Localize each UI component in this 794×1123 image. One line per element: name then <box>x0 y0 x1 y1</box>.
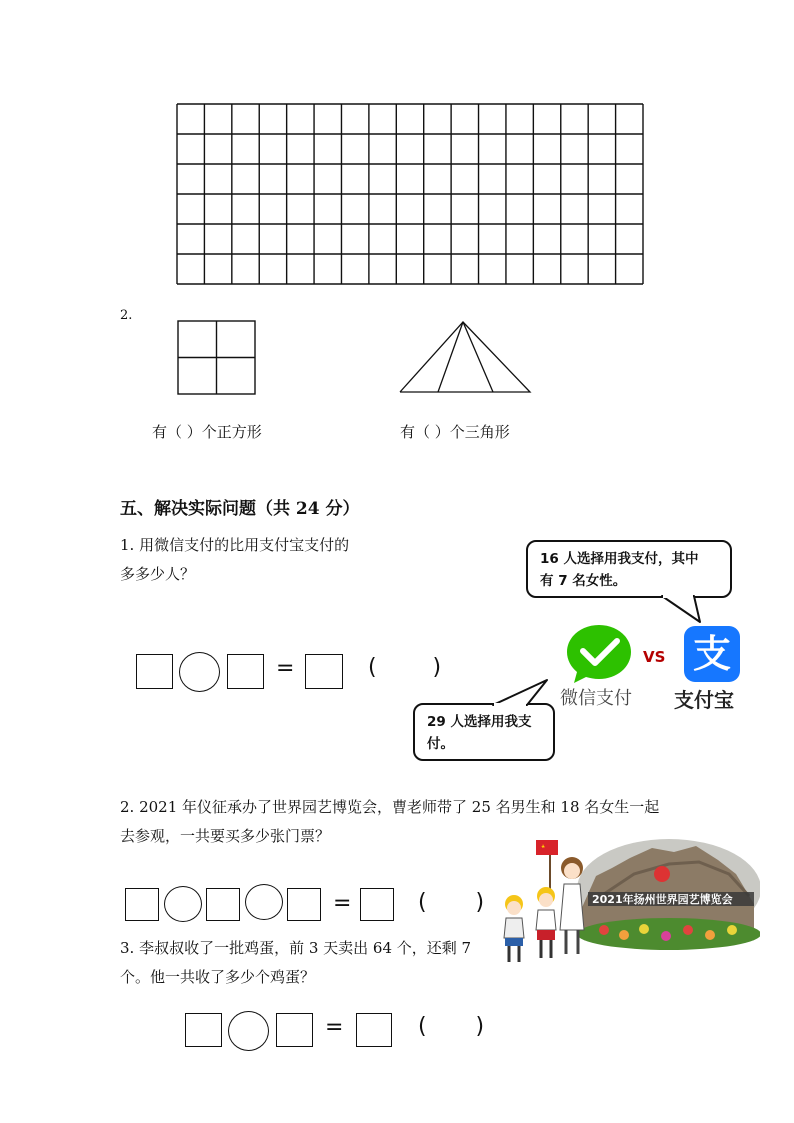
triangle-count-answer: 有（ ）个三角形 <box>400 423 510 441</box>
bubble-tail-top <box>660 595 710 625</box>
q2-text-line2: 去参观，一共要买多少张门票？ <box>120 827 331 845</box>
wechat-speech-bubble <box>413 703 555 761</box>
answer-box-2[interactable] <box>276 1013 313 1047</box>
equals-sign: = <box>333 891 352 916</box>
answer-box-1[interactable] <box>136 654 173 689</box>
unit-parentheses[interactable]: ( ) <box>418 890 485 915</box>
answer-box-3[interactable] <box>287 888 321 921</box>
horticulture-expo-illustration <box>484 834 760 968</box>
operator-circle[interactable] <box>228 1011 269 1051</box>
answer-box-1[interactable] <box>125 888 159 921</box>
q2-text-line1: 2. 2021 年仪征承办了世界园艺博览会，曹老师带了 25 名男生和 18 名女生一起 <box>120 798 660 816</box>
wechat-pay-icon <box>565 623 633 685</box>
question-number: 2. <box>120 308 133 323</box>
bubble-top-line2: 有 7 名女性。 <box>540 573 627 589</box>
square-count-answer: 有（ ）个正方形 <box>152 423 262 441</box>
unit-parentheses[interactable]: ( ) <box>418 1014 485 1039</box>
vs-label: VS <box>643 648 666 666</box>
operator-circle[interactable] <box>179 652 220 692</box>
answer-box-2[interactable] <box>206 888 240 921</box>
bubble-bottom-line1: 29 人选择用我支 <box>427 714 532 730</box>
drawing-grid <box>176 103 644 285</box>
answer-box-1[interactable] <box>185 1013 222 1047</box>
q1-text-line1: 1. 用微信支付的比用支付宝支付的 <box>120 536 350 554</box>
expo-banner-text: 2021年扬州世界园艺博览会 <box>592 893 733 906</box>
operator-circle-1[interactable] <box>164 886 202 922</box>
answer-box-result[interactable] <box>360 888 394 921</box>
answer-box-result[interactable] <box>305 654 343 689</box>
alipay-icon-char: 支 <box>692 632 731 676</box>
q1-text-line2: 多多少人？ <box>120 565 196 583</box>
answer-box-2[interactable] <box>227 654 264 689</box>
equals-sign: = <box>325 1015 344 1040</box>
q3-text-line2: 个。他一共收了多少个鸡蛋？ <box>120 968 316 986</box>
unit-parentheses[interactable]: ( ) <box>368 655 442 680</box>
alipay-label: 支付宝 <box>674 688 734 712</box>
bubble-top-line1: 16 人选择用我支付，其中 <box>540 551 699 567</box>
wechat-pay-label: 微信支付 <box>560 688 632 709</box>
bubble-tail-bottom <box>487 677 551 707</box>
answer-box-result[interactable] <box>356 1013 392 1047</box>
operator-circle-2[interactable] <box>245 884 283 920</box>
alipay-icon <box>684 626 740 682</box>
q3-text-line1: 3. 李叔叔收了一批鸡蛋，前 3 天卖出 64 个，还剩 7 <box>120 939 472 957</box>
section-title: 五、解决实际问题（共 24 分） <box>120 499 360 519</box>
alipay-speech-bubble <box>526 540 732 598</box>
bubble-bottom-line2: 付。 <box>427 736 454 752</box>
four-squares-figure <box>177 320 257 396</box>
equals-sign: = <box>276 656 295 681</box>
triangles-figure <box>398 320 532 394</box>
